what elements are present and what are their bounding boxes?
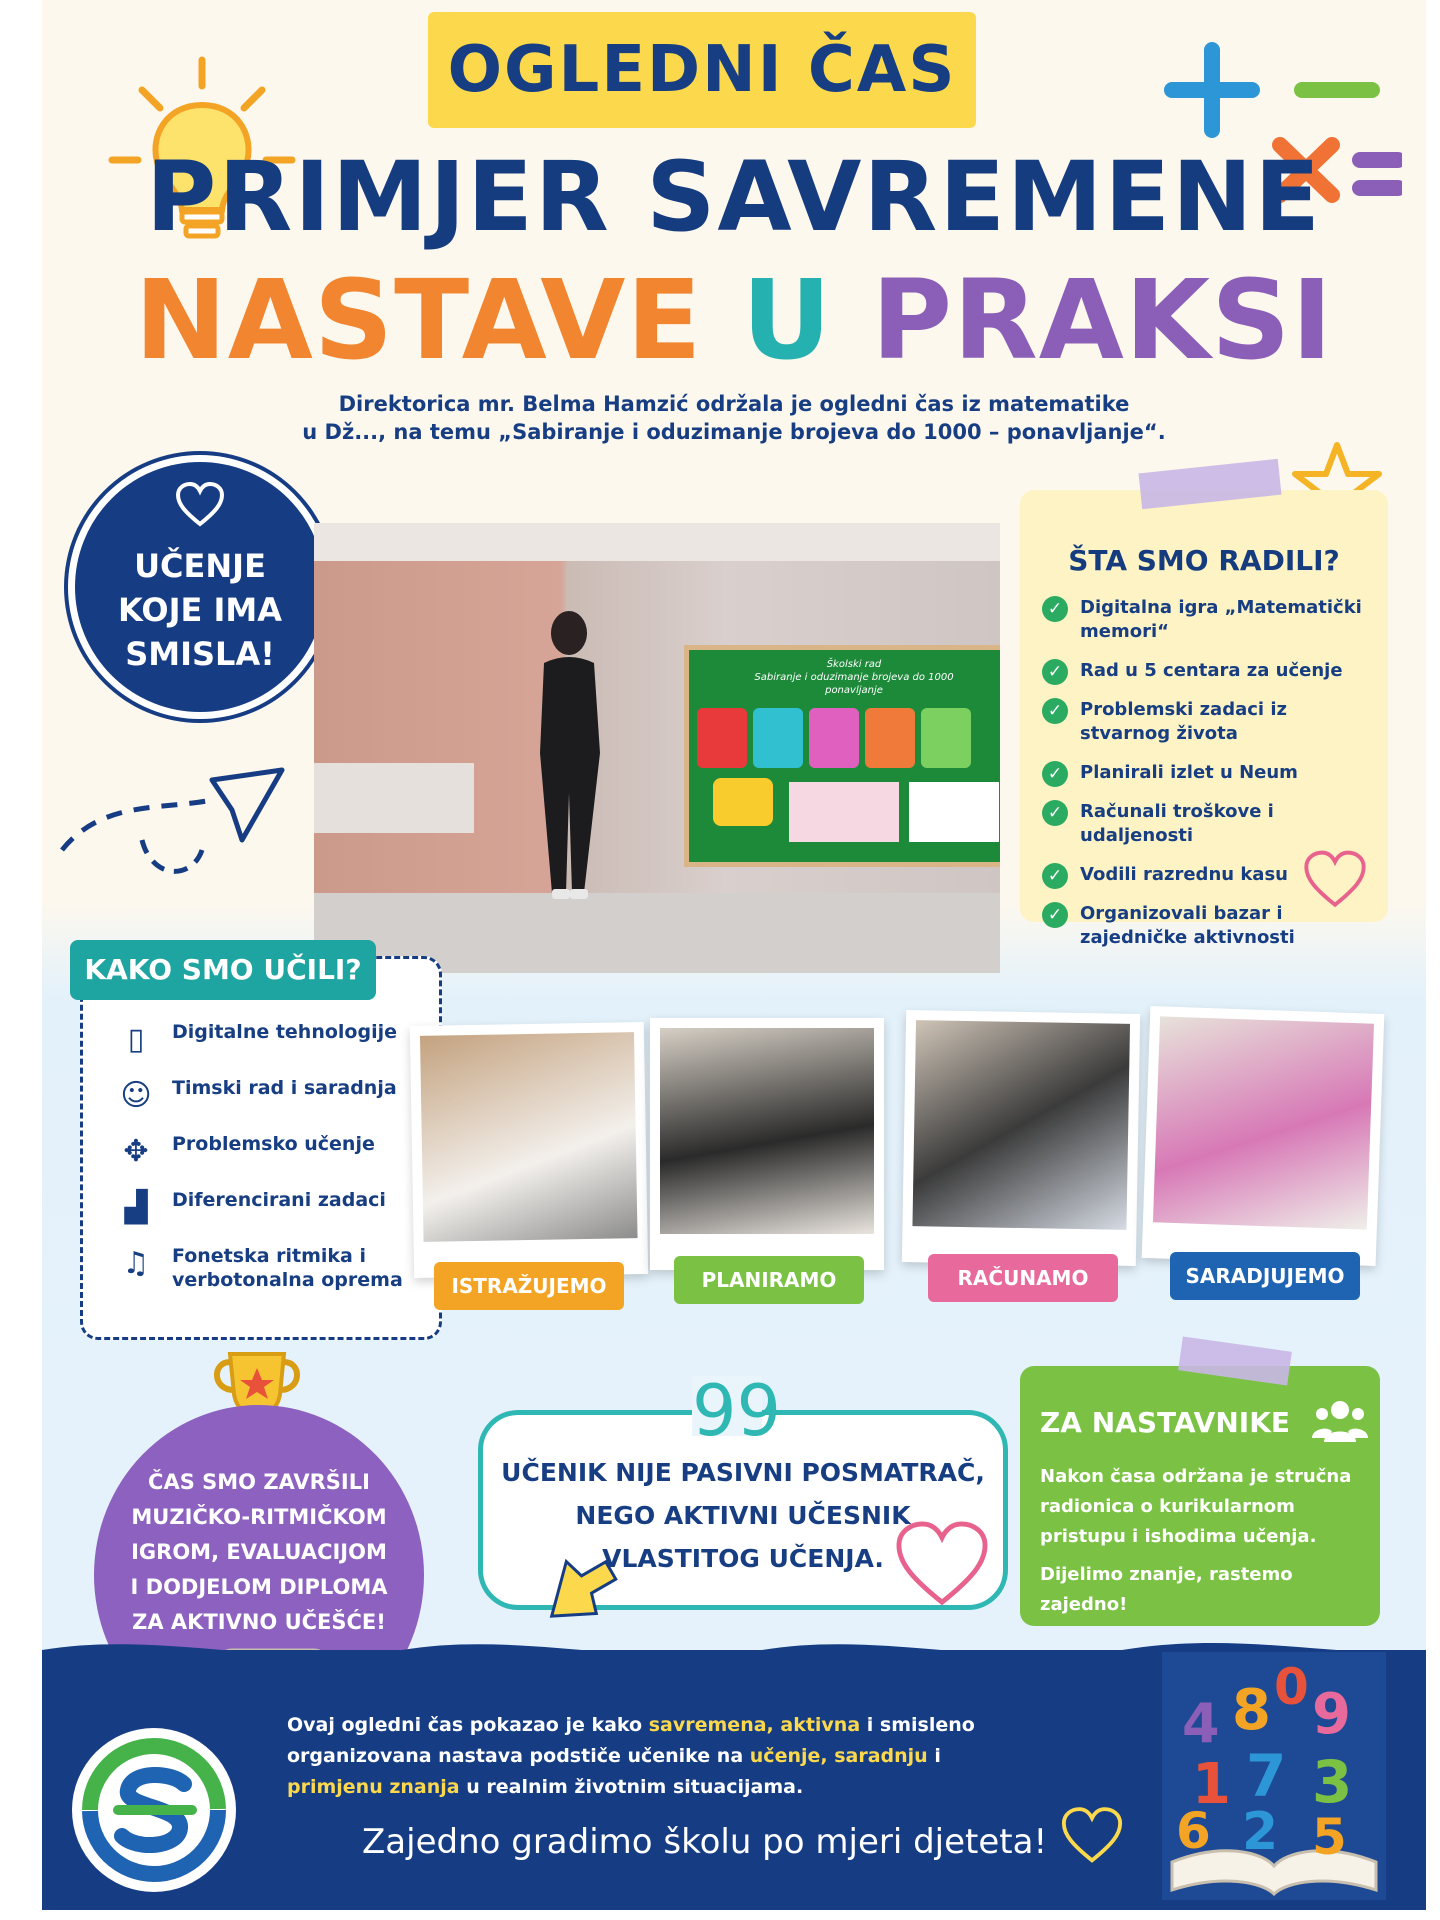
board-card (753, 708, 803, 768)
numbers-illustration (1162, 1652, 1386, 1900)
board-line-2: Sabiranje i oduzimanje brojeva do 1000 (754, 672, 954, 683)
title-word-1: NASTAVE (134, 256, 703, 384)
team-icon: ☺ (120, 1078, 152, 1113)
slogan: Zajedno gradimo školu po mjeri djeteta! (362, 1822, 1048, 1862)
quote-line-1: UČENIK NIJE PASIVNI POSMATRAČ, (501, 1458, 985, 1487)
page-subtitle (42, 256, 1426, 384)
board-card (809, 708, 859, 768)
board-line-3: ponavljanje (825, 685, 883, 696)
check-icon: ✓ (1042, 761, 1068, 787)
music-note-icon: ♫ (122, 1246, 150, 1281)
list-item: ✓ Problemski zadaci iz stvarnog života (1042, 698, 1382, 746)
badge-line-3: SMISLA! (125, 635, 275, 673)
closing-line-4: I DODJELOM DIPLOMA (130, 1575, 388, 1599)
number-glyph: 9 (1312, 1682, 1351, 1747)
list-item: ▯ Digitalne tehnologije (116, 1020, 416, 1068)
highlight: primjenu znanja (287, 1776, 460, 1798)
photo-card (410, 1022, 648, 1278)
group-icon (1312, 1396, 1368, 1446)
badge-line-2: KOJE IMA (118, 591, 282, 629)
photo-label: SARADJUJEMO (1170, 1252, 1360, 1300)
board-bus (713, 778, 773, 826)
list-item: ♫ Fonetska ritmika i verbotonalna oprema (116, 1244, 416, 1292)
classroom-photo (314, 523, 1000, 973)
quote-line-3: VLASTITOG UČENJA. (602, 1544, 884, 1573)
photo-card (1142, 1006, 1385, 1266)
methods-title: KAKO SMO UČILI? (70, 940, 376, 1000)
closing-line-2: MUZIČKO-RITMIČKOM (131, 1505, 387, 1529)
board-card (921, 708, 971, 768)
heart-icon (175, 482, 225, 528)
list-item: ✓ Organizovali bazar i zajedničke aktivnosti (1042, 902, 1382, 950)
number-glyph: 8 (1232, 1678, 1271, 1743)
heart-icon (1060, 1806, 1124, 1866)
classroom-ceiling (314, 523, 1000, 561)
number-glyph: 1 (1192, 1752, 1231, 1817)
quote-icon: 99 (692, 1370, 782, 1452)
activities-card (1020, 490, 1388, 948)
puzzle-icon: ✥ (123, 1134, 149, 1169)
closing-line-5: ZA AKTIVNO UČEŠĆE! (132, 1610, 386, 1634)
footer-text: Ovaj ogledni čas pokazao je kako savremena, aktivna i smisleno organizovana nastava podstiče učenike na učenje, saradnju i primjenu znanja u realnim životnim situacijama. (287, 1714, 975, 1798)
list-item: ✓ Digitalna igra „Matematički memori“ (1042, 596, 1382, 644)
number-glyph: 6 (1176, 1802, 1211, 1860)
tablet-icon: ▯ (127, 1022, 145, 1057)
intro-line-2: u Dž..., na temu „Sabiranje i oduzimanje brojeva do 1000 – ponavljanje“. (302, 420, 1166, 444)
logo-mark-icon (72, 1728, 236, 1892)
check-icon: ✓ (1042, 902, 1068, 928)
learning-badge (68, 455, 332, 719)
arrow-icon (532, 1550, 622, 1630)
photo-card (650, 1018, 884, 1270)
activities-title: ŠTA SMO RADILI? (1068, 544, 1340, 577)
teachers-tagline: Dijelimo znanje, rastemo zajedno! (1040, 1564, 1293, 1615)
highlight: savremena, aktivna (648, 1714, 861, 1736)
heart-icon (1300, 850, 1370, 910)
intro-line-1: Direktorica mr. Belma Hamzić održala je ogledni čas iz matematike (338, 392, 1130, 416)
quote-line-2: NEGO AKTIVNI UČESNIK (575, 1501, 911, 1530)
photo-cooperating (1153, 1016, 1374, 1229)
photo-card (902, 1010, 1140, 1266)
photo-planning (660, 1028, 874, 1234)
list-item: ✓ Planirali izlet u Neum (1042, 761, 1382, 785)
board-line-1: Školski rad (826, 659, 882, 670)
photo-label: ISTRAŽUJEMO (434, 1262, 624, 1310)
check-icon: ✓ (1042, 698, 1068, 724)
photo-exploring (420, 1032, 638, 1242)
check-icon: ✓ (1042, 863, 1068, 889)
tape-decoration (1178, 1337, 1292, 1386)
badge-line-1: UČENJE (134, 547, 266, 585)
closing-line-3: IGROM, EVALUACIJOM (131, 1540, 387, 1564)
tape-decoration (1139, 459, 1282, 509)
teachers-body: Nakon časa održana je stručna radionica o kurikularnom pristupu i ishodima učenja. (1040, 1466, 1352, 1547)
page-title: PRIMJER SAVREMENE (146, 141, 1322, 253)
smartboard (684, 645, 1000, 867)
number-glyph: 2 (1242, 1802, 1279, 1862)
photo-label: PLANIRAMO (674, 1256, 864, 1304)
teachers-title: ZA NASTAVNIKE (1040, 1406, 1291, 1439)
photo-label: RAČUNAMO (928, 1254, 1118, 1302)
board-table (909, 782, 999, 842)
check-icon: ✓ (1042, 800, 1068, 826)
paper-plane-icon (52, 740, 302, 900)
bar-chart-icon: ▟ (124, 1190, 148, 1225)
methods-list (116, 1020, 416, 1300)
number-glyph: 5 (1312, 1808, 1347, 1866)
check-icon: ✓ (1042, 596, 1068, 622)
teacher-figure (514, 603, 624, 903)
board-table (789, 782, 899, 842)
header-badge: OGLEDNI ČAS (428, 12, 976, 128)
list-item: ✥ Problemsko učenje (116, 1132, 416, 1180)
list-item: ▟ Diferencirani zadaci (116, 1188, 416, 1236)
list-item: ☺ Timski rad i saradnja (116, 1076, 416, 1124)
highlight: učenje, saradnju (749, 1745, 928, 1767)
number-glyph: 3 (1312, 1748, 1353, 1816)
poster (42, 0, 1426, 1910)
title-word-2: U (741, 256, 833, 384)
title-word-3: PRAKSI (871, 256, 1334, 384)
number-glyph: 4 (1182, 1692, 1220, 1755)
number-glyph: 0 (1274, 1658, 1309, 1716)
heart-icon (892, 1520, 992, 1610)
photo-calculating (912, 1020, 1130, 1230)
classroom-desk (314, 763, 474, 833)
list-item: ✓ Vodili razrednu kasu (1042, 863, 1382, 887)
list-item: ✓ Rad u 5 centara za učenje (1042, 659, 1382, 683)
school-logo (72, 1728, 236, 1892)
intro-text (242, 390, 1226, 446)
check-icon: ✓ (1042, 659, 1068, 685)
number-glyph: 7 (1246, 1742, 1287, 1810)
list-item: ✓ Računali troškove i udaljenosti (1042, 800, 1382, 848)
board-card (865, 708, 915, 768)
closing-line-1: ČAS SMO ZAVRŠILI (148, 1470, 370, 1494)
teachers-card (1020, 1366, 1380, 1626)
board-card (697, 708, 747, 768)
